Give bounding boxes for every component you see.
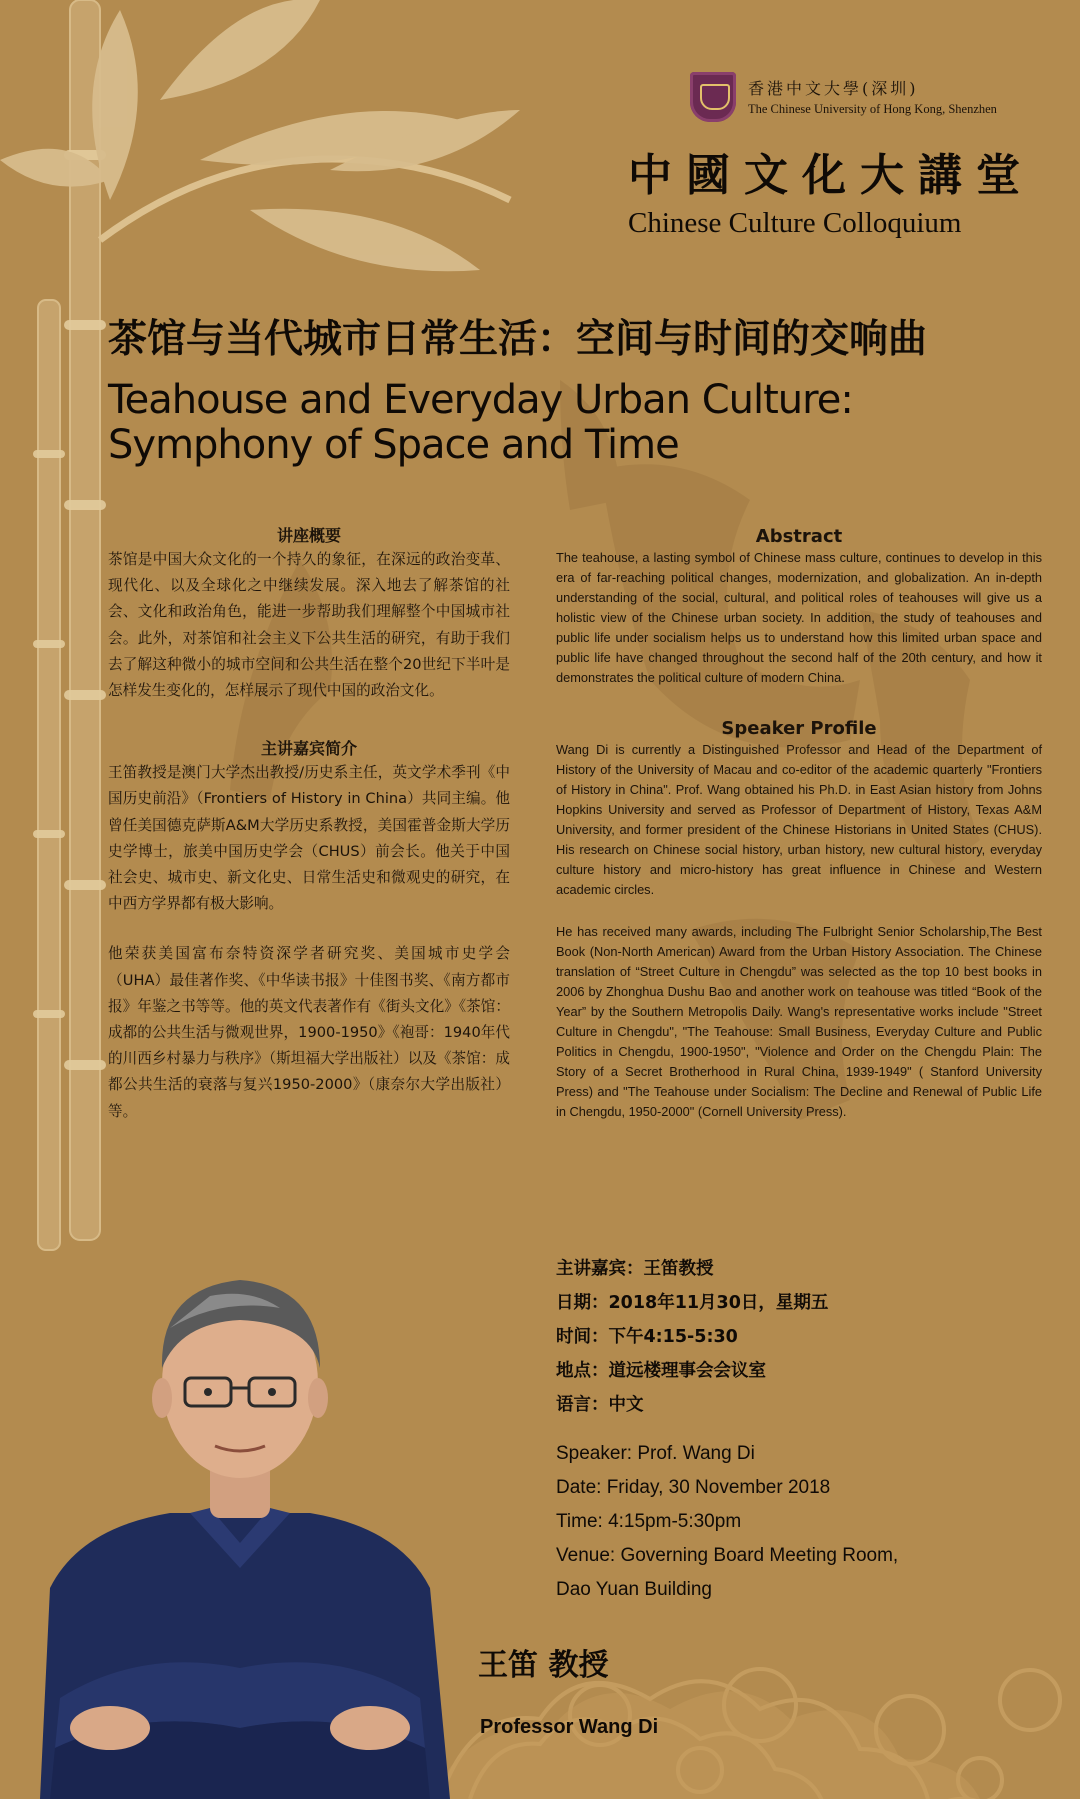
chinese-column <box>108 525 510 1139</box>
university-logo <box>690 72 1030 132</box>
english-column <box>556 526 1042 1144</box>
lecture-title-en-line2: Symphony of Space and Time <box>108 422 679 468</box>
event-date-en: Date: Friday, 30 November 2018 <box>556 1477 831 1498</box>
event-time-en: Time: 4:15pm-5:30pm <box>556 1511 742 1532</box>
speaker-name-cn: 王笛 教授 <box>478 1648 609 1683</box>
colloquium-name-en: Chinese Culture Colloquium <box>628 207 962 239</box>
profile-para1-en: Wang Di is currently a Distinguished Professor and Head of the Department of History of the University of Macau and co-editor of the academic quarterly "Frontiers of History in China". Prof. Wang obtained his Ph.D. in East Asian history from Johns Hopkins University and served as Professor of Department of History, Texas A&M University, and former president of the Chinese Historians in United States (CHUS). His research on Chinese social history, urban history, new cultural history, everyday culture history and micro-history has great influence in Chinese and Western academic circles. <box>556 742 1042 897</box>
university-name-cn: 香港中文大學(深圳) <box>748 79 919 98</box>
profile-para2-cn: 他荣获美国富布奈特资深学者研究奖、美国城市史学会（UHA）最佳著作奖、《中华读书报》十佳图书奖、《南方都市报》年鉴之书等等。他的英文代表著作有《街头文化》《茶馆：成都的公共生活与微观世界，1900-1950》《袍哥：1940年代的川西乡村暴力与秩序》（斯坦福大学出版社）以及《茶馆：成都公共生活的衰落与复兴1950-2000》（康奈尔大学出版社）等。 <box>108 945 510 1120</box>
abstract-heading-en: Abstract <box>755 526 843 547</box>
profile-para1-cn: 王笛教授是澳门大学杰出教授/历史系主任，英文学术季刊《中国历史前沿》（Frontiers of History in China）共同主编。他曾任美国德克萨斯A&M大学历史系教授，美国霍普金斯大学历史学博士，旅美中国历史学会（CHUS）前会长。他关于中国社会史、城市史、新文化史、日常生活史和微观史的研究，在中西方学界都有极大影响。 <box>108 764 510 913</box>
event-speaker-en: Speaker: Prof. Wang Di <box>556 1443 755 1464</box>
profile-heading-en: Speaker Profile <box>721 718 877 739</box>
university-name-en: The Chinese University of Hong Kong, Shenzhen <box>748 102 997 116</box>
event-date-cn: 日期：2018年11月30日，星期五 <box>556 1293 829 1313</box>
event-time-cn: 时间：下午4:15-5:30 <box>556 1327 738 1347</box>
event-venue-cn: 地点：道远楼理事会会议室 <box>556 1361 766 1381</box>
event-info-en <box>556 1437 996 1607</box>
lecture-title-en <box>108 378 1048 468</box>
event-speaker-cn: 主讲嘉宾：王笛教授 <box>556 1259 714 1279</box>
event-venue-en-line2: Dao Yuan Building <box>556 1579 712 1600</box>
colloquium-name-cn: 中國文化大講堂 <box>628 150 1034 201</box>
profile-heading-cn: 主讲嘉宾简介 <box>260 739 357 759</box>
abstract-heading-cn: 讲座概要 <box>276 526 341 545</box>
speaker-name-en: Professor Wang Di <box>480 1716 659 1738</box>
event-language-cn: 语言：中文 <box>556 1395 644 1415</box>
cuhk-crest-icon <box>690 72 736 122</box>
event-info-cn <box>556 1252 996 1422</box>
profile-para2-en: He has received many awards, including The Fulbright Senior Scholarship,The Best Book (Non-North American) Award from the Urban History Association. The Chinese translation of “Street Culture in Chengdu” was selected as the top 10 best books in 2006 by Zhonghua Dushu Bao and another work on teahouse was titled “Book of the Year” by the Southern Metropolis Daily. Wang's representative works include "Street Culture in Chengdu", "The Teahouse: Small Business, Everyday Culture and Public Politics in Chengdu, 1900-1950", "Violence and Order on the Chengdu Plain: The Story of a Secret Brotherhood in Rural China, 1939-1949" ( Stanford University Press) and "The Teahouse under Socialism: The Decline and Renewal of Public Life in Chengdu, 1950-2000" (Cornell University Press). <box>556 924 1042 1119</box>
event-venue-en-line1: Venue: Governing Board Meeting Room, <box>556 1545 899 1566</box>
abstract-text-en: The teahouse, a lasting symbol of Chinese mass culture, continues to develop in this era of far-reaching political changes, modernization, and globalization. An in-depth understanding of the social, cultural, and political roles of teahouses will give us a holistic view of the Chinese urban society. In addition, the study of teahouses and public life under socialism helps us to understand how this limited urban space and public life have changed throughout the second half of the 20th century, and how it demonstrates the political culture of modern China. <box>556 550 1042 685</box>
speaker-photo <box>20 1228 460 1799</box>
lecture-title-en-line1: Teahouse and Everyday Urban Culture: <box>108 377 853 423</box>
lecture-title-cn: 茶馆与当代城市日常生活：空间与时间的交响曲 <box>108 317 928 362</box>
abstract-text-cn: 茶馆是中国大众文化的一个持久的象征，在深远的政治变革、现代化、以及全球化之中继续发展。深入地去了解茶馆的社会、文化和政治角色，能进一步帮助我们理解整个中国城市社会。此外，对茶馆和社会主义下公共生活的研究，有助于我们去了解这种微小的城市空间和公共生活在整个20世纪下半叶是怎样发生变化的，怎样展示了现代中国的政治文化。 <box>108 551 510 700</box>
